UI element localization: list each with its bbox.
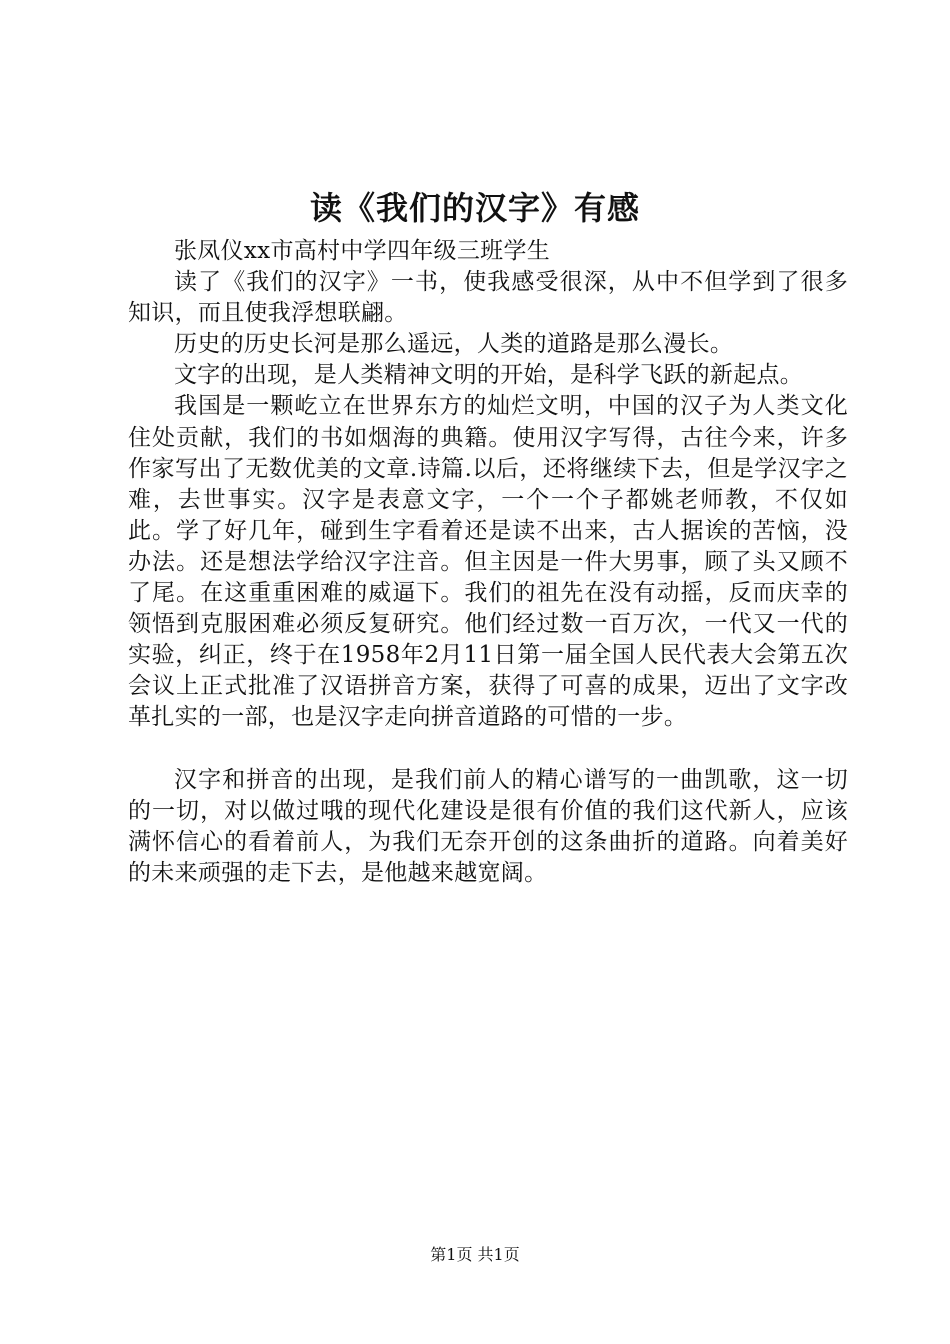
paragraph: 历史的历史长河是那么遥远，人类的道路是那么漫长。 xyxy=(174,331,734,358)
paragraph: 汉字和拼音的出现，是我们前人的精心谱写的一曲凯歌，这一切的一切，对以做过哦的现代化建设是很有价值的我们这代新人，应该满怀信心的看着前人，为我们无奈开创的这条曲折的道路。向着美好的未来顽强的走下去，是他越来越宽阔。 xyxy=(128,766,848,886)
document-title: 读《我们的汉字》有感 xyxy=(309,189,640,227)
author-line: 张凤仪xx市高村中学四年级三班学生 xyxy=(174,238,551,264)
paragraph: 读了《我们的汉字》一书，使我感受很深，从中不但学到了很多知识，而且使我浮想联翩。 xyxy=(128,269,848,327)
paragraph: 我国是一颗屹立在世界东方的灿烂文明，中国的汉子为人类文化住处贡献，我们的书如烟海的典籍。使用汉字写得，古往今来，许多作家写出了无数优美的文章.诗篇.以后，还将继续下去，但是学汉字之难，去世事实。汉字是表意文字，一个一个子都姚老师教，不仅如此。学了好几年，碰到生字看着还是读不出来，古人据诶的苦恼，没办法。还是想法学给汉字注音。但主因是一件大男事，顾了头又顾不了尾。在这重重困难的威逼下。我们的祖先在没有动摇，反而庆幸的领悟到克服困难必须反复研究。他们经过数一百万次，一代又一代的实验，纠正，终于在1958年2月11日第一届全国人民代表大会第五次会议上正式批准了汉语拼音方案，获得了可喜的成果，迈出了文字改革扎实的一部，也是汉字走向拼音道路的可惜的一步。 xyxy=(128,393,848,731)
page-footer: 第1页 共1页 xyxy=(430,1245,520,1264)
paragraph: 文字的出现，是人类精神文明的开始，是科学飞跃的新起点。 xyxy=(174,362,804,389)
document-body xyxy=(128,236,848,889)
